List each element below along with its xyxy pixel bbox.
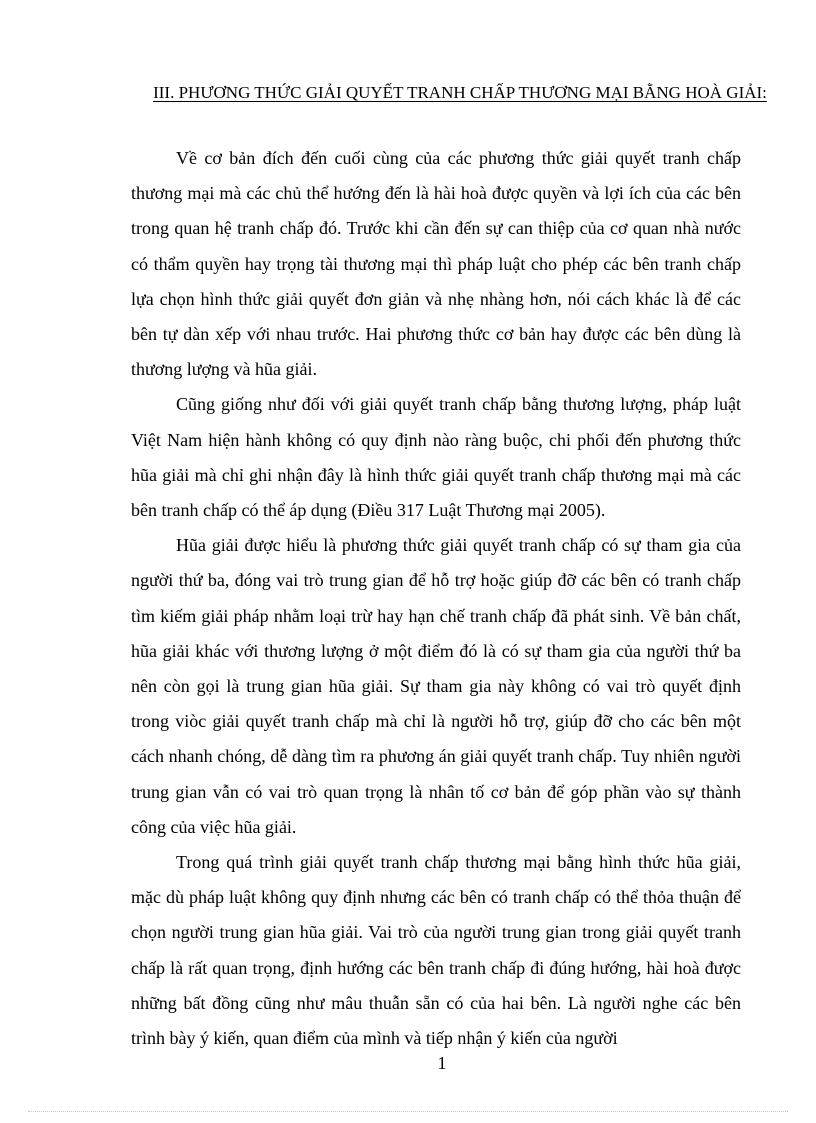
page-bottom-divider — [28, 1111, 788, 1112]
paragraph-4: Trong quá trình giải quyết tranh chấp thương mại bằng hình thức hũa giải, mặc dù pháp luật không quy định nhưng các bên có tranh chấp có thể thỏa thuận để chọn người trung gian hũa giải. Vai trò của người trung gian trong giải quyết tranh chấp là rất quan trọng, định hướng các bên tranh chấp đi đúng hướng, hài hoà được những bất đồng cũng như mâu thuẫn sẵn có của hai bên. Là người nghe các bên trình bày ý kiến, quan điểm của mình và tiếp nhận ý kiến của người — [131, 852, 741, 1049]
paragraph-3: Hũa giải được hiểu là phương thức giải quyết tranh chấp có sự tham gia của người thứ ba, đóng vai trò trung gian để hỗ trợ hoặc giúp đỡ các bên có tranh chấp tìm kiếm giải pháp nhằm loại trừ hay hạn chế tranh chấp đã phát sinh. Về bản chất, hũa giải khác với thương lượng ở một điểm đó là có sự tham gia của người thứ ba nên còn gọi là trung gian hũa giải. Sự tham gia này không có vai trò quyết định trong viòc giải quyết tranh chấp mà chỉ là người hỗ trợ, giúp đỡ cho các bên một cách nhanh chóng, dễ dàng tìm ra phương án giải quyết tranh chấp. Tuy nhiên người trung gian vẫn có vai trò quan trọng là nhân tố cơ bản để góp phần vào sự thành công của việc hũa giải. — [131, 535, 741, 837]
body-text — [131, 141, 741, 1056]
paragraph-2: Cũng giống như đối với giải quyết tranh chấp bằng thương lượng, pháp luật Việt Nam hiện hành không có quy định nào ràng buộc, chi phối đến phương thức hũa giải mà chỉ ghi nhận đây là hình thức giải quyết tranh chấp thương mại mà các bên tranh chấp có thể áp dụng (Điều 317 Luật Thương mại 2005). — [131, 394, 741, 521]
section-heading: III. PHƯƠNG THỨC GIẢI QUYẾT TRANH CHẤP THƯƠNG MẠI BẰNG HOÀ GIẢI: — [153, 83, 767, 102]
paragraph-1: Về cơ bản đích đến cuối cùng của các phương thức giải quyết tranh chấp thương mại mà các chủ thể hướng đến là hài hoà được quyền và lợi ích của các bên trong quan hệ tranh chấp đó. Trước khi cần đến sự can thiệp của cơ quan nhà nước có thẩm quyền hay trọng tài thương mại thì pháp luật cho phép các bên tranh chấp lựa chọn hình thức giải quyết đơn giản và nhẹ nhàng hơn, nói cách khác là để các bên tự dàn xếp với nhau trước. Hai phương thức cơ bản hay được các bên dùng là thương lượng và hũa giải. — [131, 148, 741, 380]
page-number: 1 — [437, 1053, 447, 1073]
